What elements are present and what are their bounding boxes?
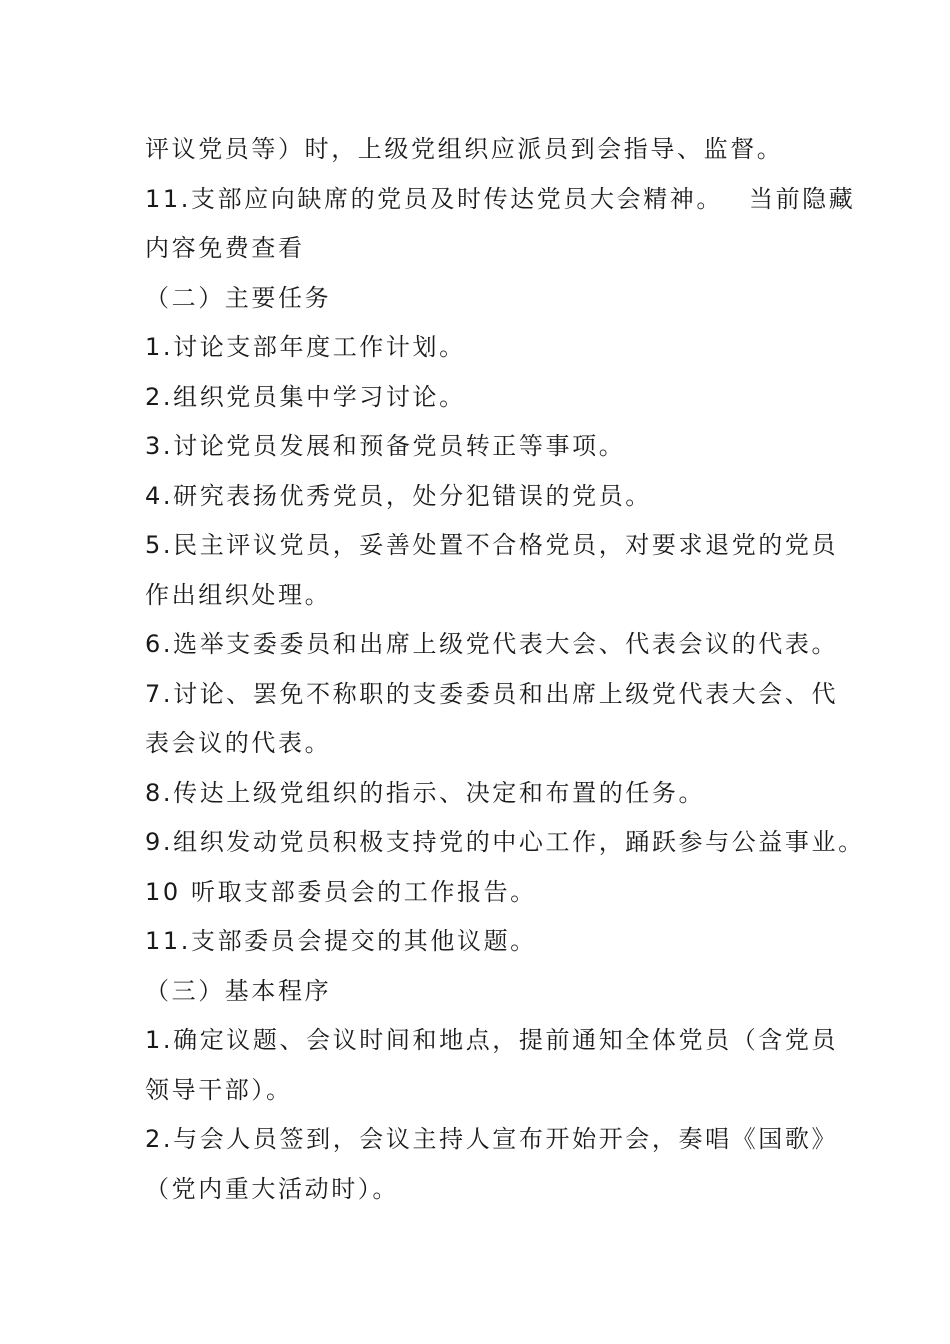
- text-line: 4.研究表扬优秀党员，处分犯错误的党员。: [145, 481, 652, 510]
- text-line: [145, 175, 856, 225]
- text-line: 3.讨论党员发展和预备党员转正等事项。: [145, 432, 626, 460]
- hidden-content-notice[interactable]: 当前隐藏: [748, 184, 856, 213]
- text-line: 作出组织处理。: [145, 580, 332, 609]
- text-line: 2.与会人员签到，会议主持人宣布开始开会，奏唱《国歌》: [145, 1125, 839, 1153]
- text-line: 5.民主评议党员，妥善处置不合格党员，对要求退党的党员: [145, 531, 839, 559]
- text-line: 2.组织党员集中学习讨论。: [145, 382, 466, 411]
- text-line: （党内重大活动时）。: [145, 1174, 399, 1203]
- section-heading: （三）基本程序: [145, 976, 332, 1005]
- document-body: [145, 125, 865, 1214]
- text-line: 领导干部）。: [145, 1075, 293, 1104]
- text-line: 1.讨论支部年度工作计划。: [145, 333, 466, 361]
- text-line: 评议党员等）时，上级党组织应派员到会指导、监督。: [145, 135, 784, 163]
- text-line: 表会议的代表。: [145, 729, 332, 757]
- text-line: 10 听取支部委员会的工作报告。: [145, 877, 537, 906]
- text-line: 9.组织发动党员积极支持党的中心工作，踊跃参与公益事业。: [145, 828, 865, 856]
- text-line-part: 11.支部应向缺席的党员及时传达党员大会精神。: [145, 184, 723, 213]
- text-line: 8.传达上级党组织的指示、决定和布置的任务。: [145, 778, 706, 807]
- text-line: 1.确定议题、会议时间和地点，提前通知全体党员（含党员: [145, 1026, 839, 1054]
- section-heading: （二）主要任务: [145, 283, 332, 312]
- text-line: 11.支部委员会提交的其他议题。: [145, 927, 537, 955]
- hidden-content-link[interactable]: 内容免费查看: [145, 234, 305, 262]
- text-line: 7.讨论、罢免不称职的支委委员和出席上级党代表大会、代: [145, 679, 839, 708]
- text-line: 6.选举支委委员和出席上级党代表大会、代表会议的代表。: [145, 630, 839, 658]
